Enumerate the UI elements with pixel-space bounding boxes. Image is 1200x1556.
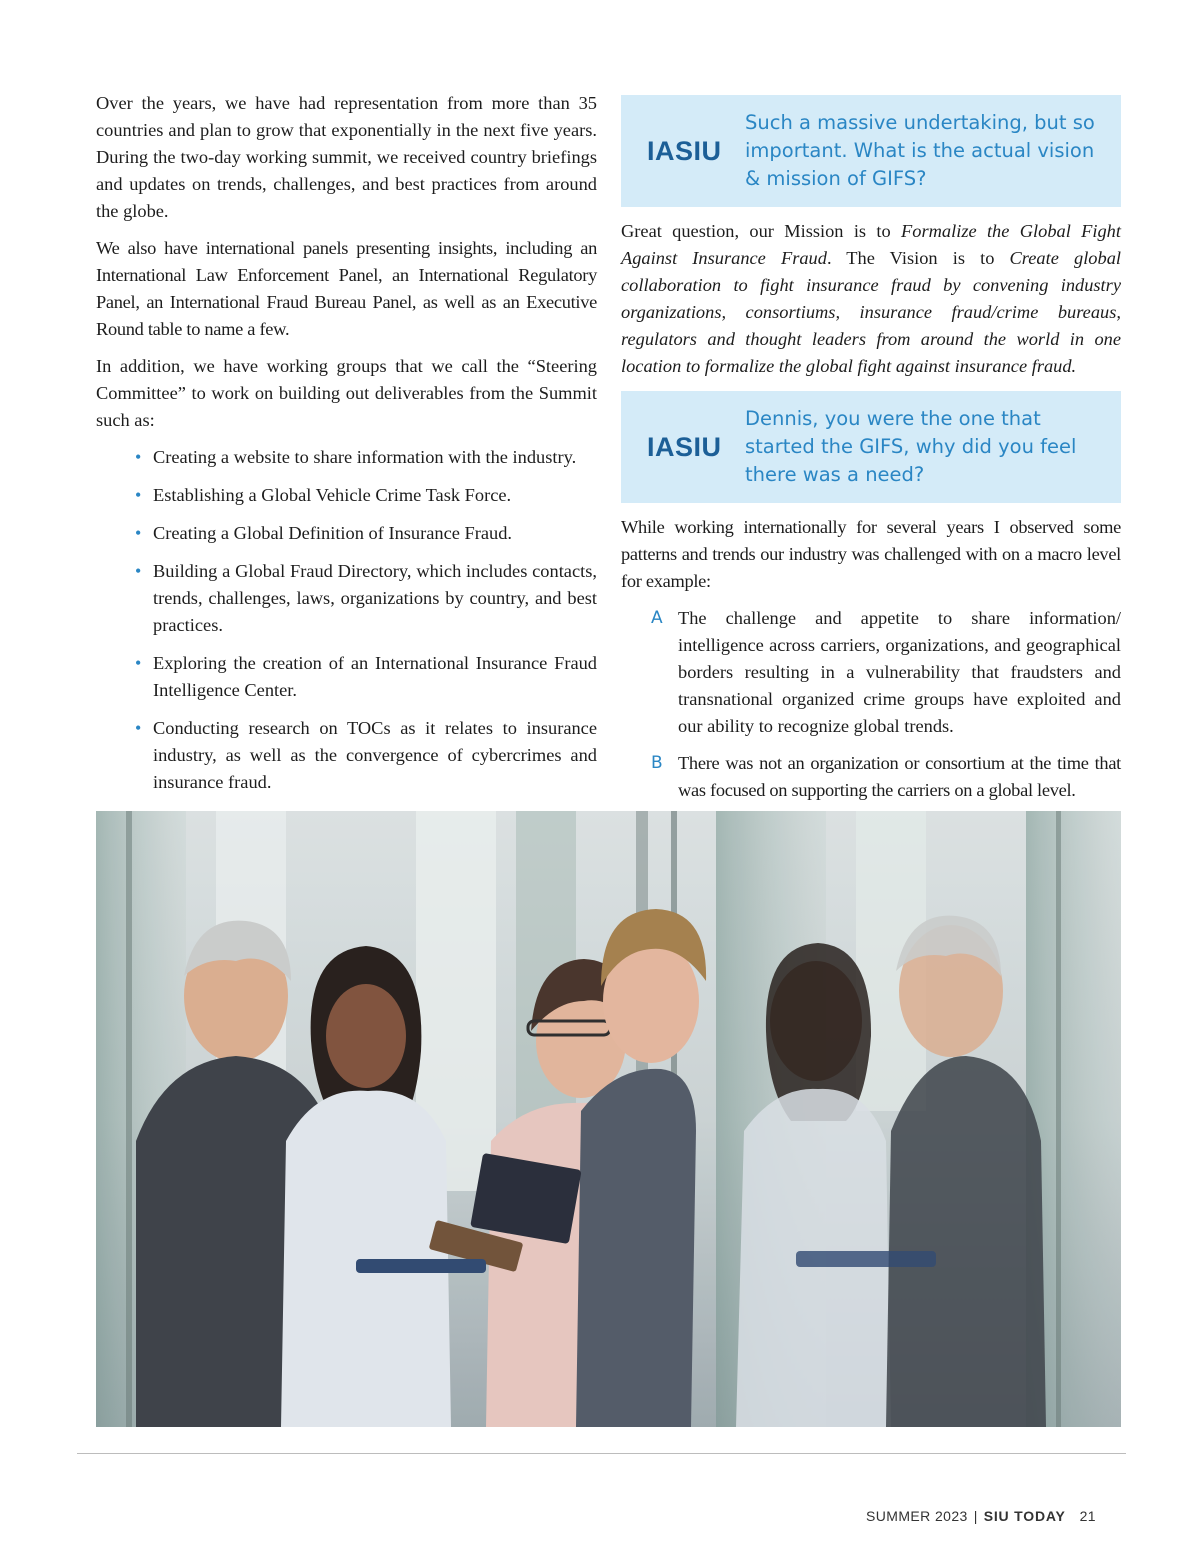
list-item (135, 558, 597, 639)
issue-label: SUMMER 2023 (866, 1508, 968, 1524)
answer-text: . The Vision is to (826, 248, 1010, 268)
list-item-text: Creating a website to share information with the industry. (153, 447, 577, 467)
question-text: Such a massive undertaking, but so important. What is the actual vision & mission of GIFS? (745, 111, 1095, 190)
list-item-text: Exploring the creation of an International Insurance Fraud Intelligence Center. (153, 653, 597, 700)
bullet-icon: • (135, 653, 142, 673)
paragraph: In addition, we have working groups that we call the “Steering Committee” to work on building out deliverables from the Summit such as: (96, 356, 597, 430)
list-letter: A (651, 608, 663, 628)
magazine-title: SIU TODAY (983, 1508, 1066, 1524)
list-item (135, 520, 597, 547)
interview-question-box (621, 391, 1121, 503)
list-item (135, 715, 597, 796)
list-item (135, 444, 597, 471)
business-people-photo (96, 811, 1121, 1427)
bullet-list (96, 444, 597, 796)
bullet-icon: • (135, 485, 142, 505)
lettered-list (621, 605, 1121, 804)
list-item (651, 605, 1121, 740)
photo-illustration (96, 811, 1121, 1427)
answer-text: Great question, our Mission is to (621, 221, 902, 241)
page-footer (866, 1508, 1096, 1524)
list-item-text: Establishing a Global Vehicle Crime Task Force. (153, 485, 512, 505)
list-item-text: Creating a Global Definition of Insurance Fraud. (153, 523, 513, 543)
bullet-icon: • (135, 447, 142, 467)
list-item-text: There was not an organization or consortium at the time that was focused on supporting the carriers on a global level. (678, 753, 1121, 800)
answer-paragraph: While working internationally for several years I observed some patterns and trends our industry was challenged with on a macro level for example: (621, 517, 1121, 591)
bullet-icon: • (135, 718, 142, 738)
list-item (651, 750, 1121, 804)
interview-question-box (621, 95, 1121, 207)
vision-text: Create global collaboration to fight insurance fraud by convening industry organizations, consortiums, insurance fraud/crime bureaus, regulators and thought leaders from around the world in one location to formalize the global fight against insurance fraud. (621, 248, 1121, 376)
list-letter: B (651, 753, 663, 773)
footer-separator: | (973, 1508, 978, 1524)
iasiu-label: IASIU (647, 431, 722, 462)
list-item (135, 482, 597, 509)
answer-paragraph (621, 218, 1121, 380)
footer-divider (77, 1453, 1126, 1454)
left-column (96, 90, 597, 807)
right-column (621, 95, 1121, 814)
list-item-text: The challenge and appetite to share information/ intelligence across carriers, organizations, and geographical borders resulting in a vulnerability that fraudsters and transnational organized crime groups have exploited and our ability to recognize global trends. (678, 608, 1121, 736)
page-number: 21 (1079, 1508, 1096, 1524)
mission-text: Formalize the Global Fight Against Insurance Fraud (621, 221, 1121, 268)
paragraph: Over the years, we have had representation from more than 35 countries and plan to grow that exponentially in the next five years. During the two-day working summit, we received country briefings and updates on trends, challenges, and best practices from around the globe. (96, 93, 597, 221)
bullet-icon: • (135, 523, 142, 543)
list-item (135, 650, 597, 704)
bullet-icon: • (135, 561, 142, 581)
list-item-text: Conducting research on TOCs as it relates to insurance industry, as well as the convergence of cybercrimes and insurance fraud. (153, 718, 597, 792)
iasiu-label: IASIU (647, 135, 722, 166)
question-text: Dennis, you were the one that started the GIFS, why did you feel there was a need? (745, 407, 1077, 486)
list-item-text: Building a Global Fraud Directory, which includes contacts, trends, challenges, laws, organizations by country, and best practices. (153, 561, 597, 635)
paragraph: We also have international panels presenting insights, including an International Law Enforcement Panel, an International Regulatory Panel, an International Fraud Bureau Panel, as well as an Executive Round table to name a few. (96, 238, 597, 339)
